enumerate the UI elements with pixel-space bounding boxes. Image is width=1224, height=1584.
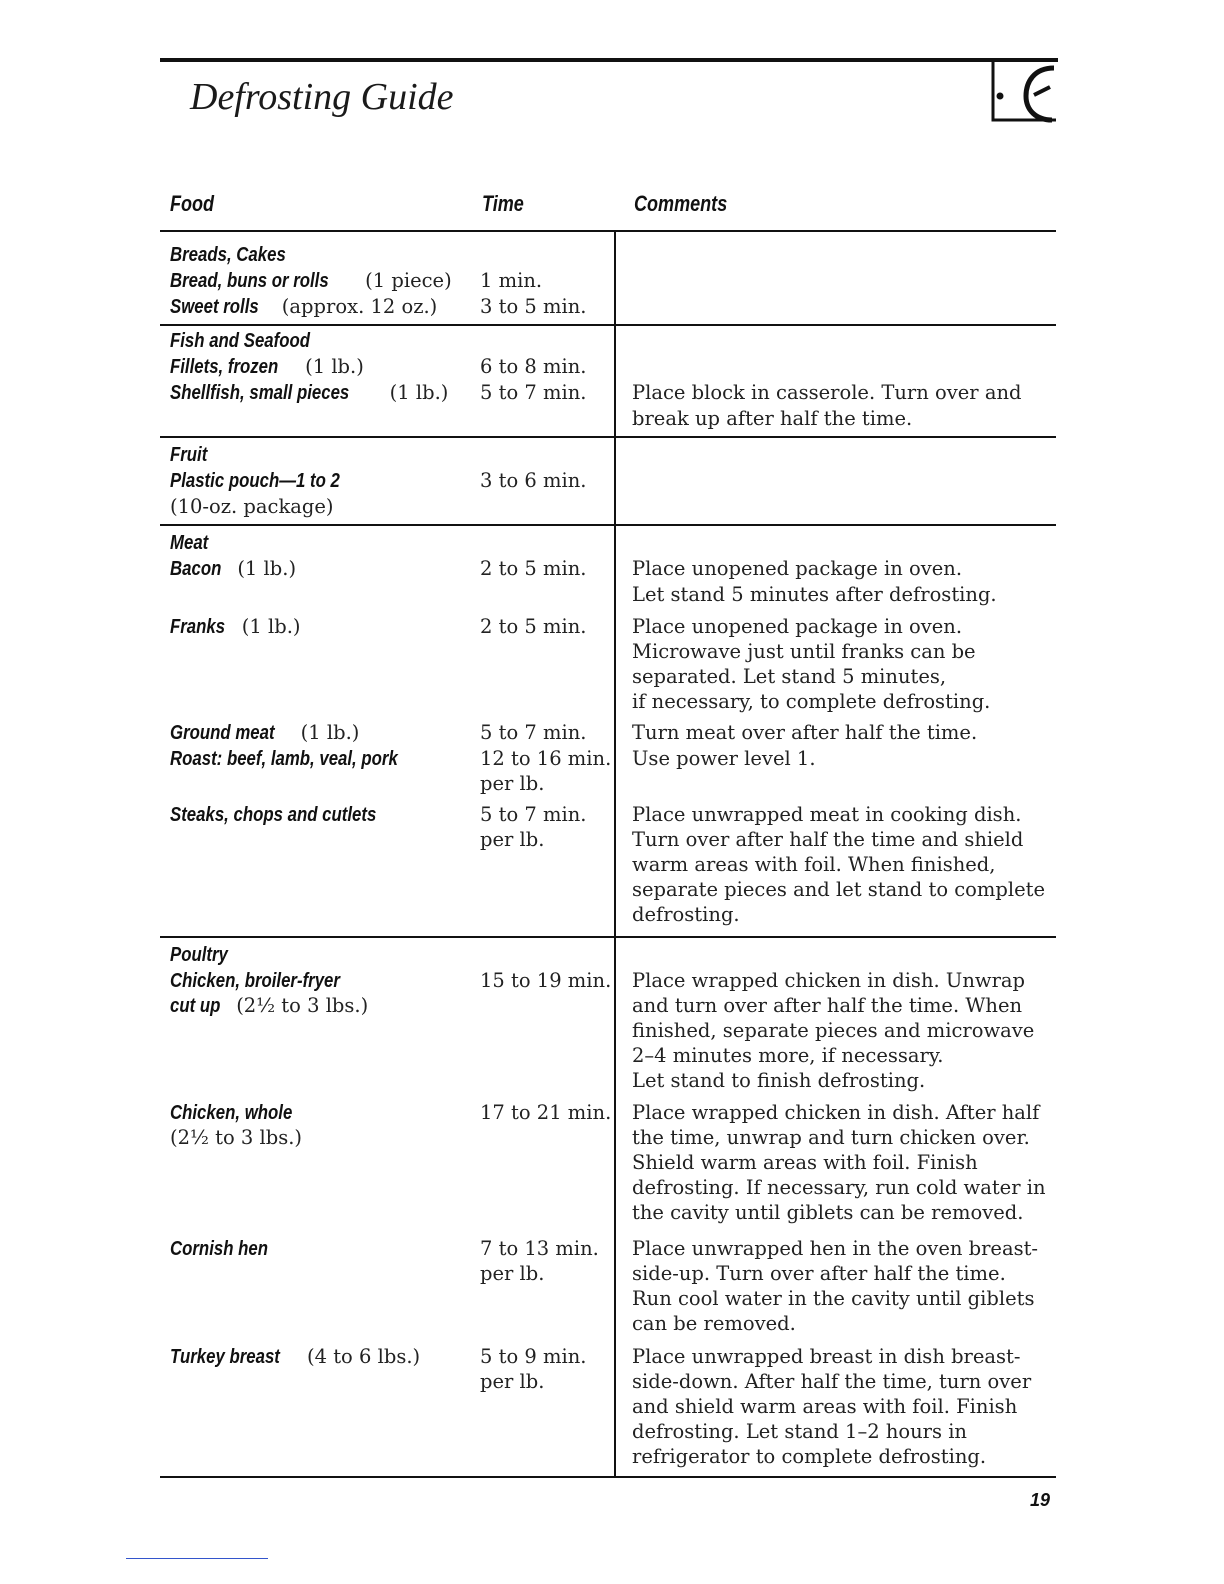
table-row: Plastic pouch—1 to 2 [170,470,340,492]
table-row: Fillets, frozen (1 lb.) [170,355,364,378]
table-row: Sweet rolls (approx. 12 oz.) [170,295,438,318]
table-row: Bacon (1 lb.) [170,557,297,580]
comment-text: Shield warm areas with foil. Finish [632,1151,978,1174]
table-row: Chicken, whole [170,1102,293,1124]
table-row: Steaks, chops and cutlets [170,804,377,826]
comment-text: defrosting. [632,903,740,926]
food-detail: cut up (2½ to 3 lbs.) [170,994,369,1017]
comment-text: Let stand to finish defrosting. [632,1069,926,1092]
time-value: 3 to 6 min. [480,469,587,492]
comment-text: Turn over after half the time and shield [632,828,1024,851]
category-heading: Poultry [170,944,228,966]
time-value: 5 to 7 min. [480,721,587,744]
time-value: 3 to 5 min. [480,295,587,318]
time-value: 15 to 19 min. [480,969,612,992]
comment-text: Place wrapped chicken in dish. Unwrap [632,969,1026,992]
comment-text: Place unwrapped meat in cooking dish. [632,803,1022,826]
time-value: 2 to 5 min. [480,615,587,638]
category-heading: Meat [170,532,209,554]
time-value: 2 to 5 min. [480,557,587,580]
table-row: Shellfish, small pieces (1 lb.) [170,381,449,404]
table-row: Franks (1 lb.) [170,615,301,638]
comment-text: side-up. Turn over after half the time. [632,1262,1006,1285]
section-breads-cakes [160,232,1056,326]
time-unit: per lb. [480,1262,545,1285]
time-value: 7 to 13 min. [480,1237,599,1260]
section-fish-seafood [160,326,1056,438]
column-header-food: Food [170,191,215,216]
comment-text: refrigerator to complete defrosting. [632,1445,987,1468]
comment-text: Turn meat over after half the time. [632,721,978,744]
comment-text: the time, unwrap and turn chicken over. [632,1126,1030,1149]
comment-text: Place wrapped chicken in dish. After half [632,1101,1040,1124]
page-number: 19 [1030,1490,1051,1510]
comment-text: defrosting. If necessary, run cold water in [632,1176,1046,1199]
time-value: 6 to 8 min. [480,355,587,378]
section-poultry [160,938,1056,1478]
bottom-rule [160,1476,1056,1478]
time-value: 1 min. [480,269,543,292]
comment-text: Place unwrapped hen in the oven breast- [632,1237,1039,1260]
column-header-time: Time [482,191,524,216]
comment-text: separate pieces and let stand to complete [632,878,1046,901]
table-row: Turkey breast (4 to 6 lbs.) [170,1345,421,1368]
section-meat [160,526,1056,938]
comment-text: can be removed. [632,1312,796,1335]
comment-text: break up after half the time. [632,407,913,430]
comment-text: Microwave just until franks can be [632,640,976,663]
comment-text: if necessary, to complete defrosting. [632,690,991,713]
comment-text: warm areas with foil. When finished, [632,853,996,876]
footer-link-underline[interactable] [126,1558,268,1559]
time-value: 5 to 7 min. [480,381,587,404]
comment-text: the cavity until giblets can be removed. [632,1201,1024,1224]
comment-text: 2–4 minutes more, if necessary. [632,1044,944,1067]
comment-text: finished, separate pieces and microwave [632,1019,1035,1042]
time-value: 17 to 21 min. [480,1101,612,1124]
comment-text: Place unwrapped breast in dish breast- [632,1345,1021,1368]
comment-text: defrosting. Let stand 1–2 hours in [632,1420,967,1443]
comment-text: and turn over after half the time. When [632,994,1023,1017]
column-headers [160,185,1056,225]
section-fruit [160,438,1056,526]
table-row: Chicken, broiler-fryer [170,970,340,992]
category-heading: Breads, Cakes [170,244,286,266]
table-row: Ground meat (1 lb.) [170,721,360,744]
table-row: Bread, buns or rolls (1 piece) [170,269,452,292]
time-value: 5 to 9 min. [480,1345,587,1368]
category-heading: Fish and Seafood [170,330,311,352]
comment-text: and shield warm areas with foil. Finish [632,1395,1018,1418]
comment-text: Place unopened package in oven. [632,615,963,638]
table-row: Cornish hen [170,1238,269,1260]
comment-text: Use power level 1. [632,747,816,770]
comment-text: Place unopened package in oven. [632,557,963,580]
category-heading: Fruit [170,444,208,466]
food-detail: (10-oz. package) [170,495,334,518]
food-detail: (2½ to 3 lbs.) [170,1126,303,1149]
comment-text: Place block in casserole. Turn over and [632,381,1022,404]
time-value: 12 to 16 min. [480,747,612,770]
time-unit: per lb. [480,772,545,795]
time-unit: per lb. [480,828,545,851]
comment-text: Let stand 5 minutes after defrosting. [632,583,997,606]
time-value: 5 to 7 min. [480,803,587,826]
column-header-comments: Comments [634,191,728,216]
top-rule [160,58,1058,62]
page-title: Defrosting Guide [190,76,454,118]
comment-text: Run cool water in the cavity until giblets [632,1287,1035,1310]
table-row: Roast: beef, lamb, veal, pork [170,748,398,770]
brand-logo [990,62,1056,124]
time-unit: per lb. [480,1370,545,1393]
comment-text: separated. Let stand 5 minutes, [632,665,947,688]
comment-text: side-down. After half the time, turn over [632,1370,1032,1393]
